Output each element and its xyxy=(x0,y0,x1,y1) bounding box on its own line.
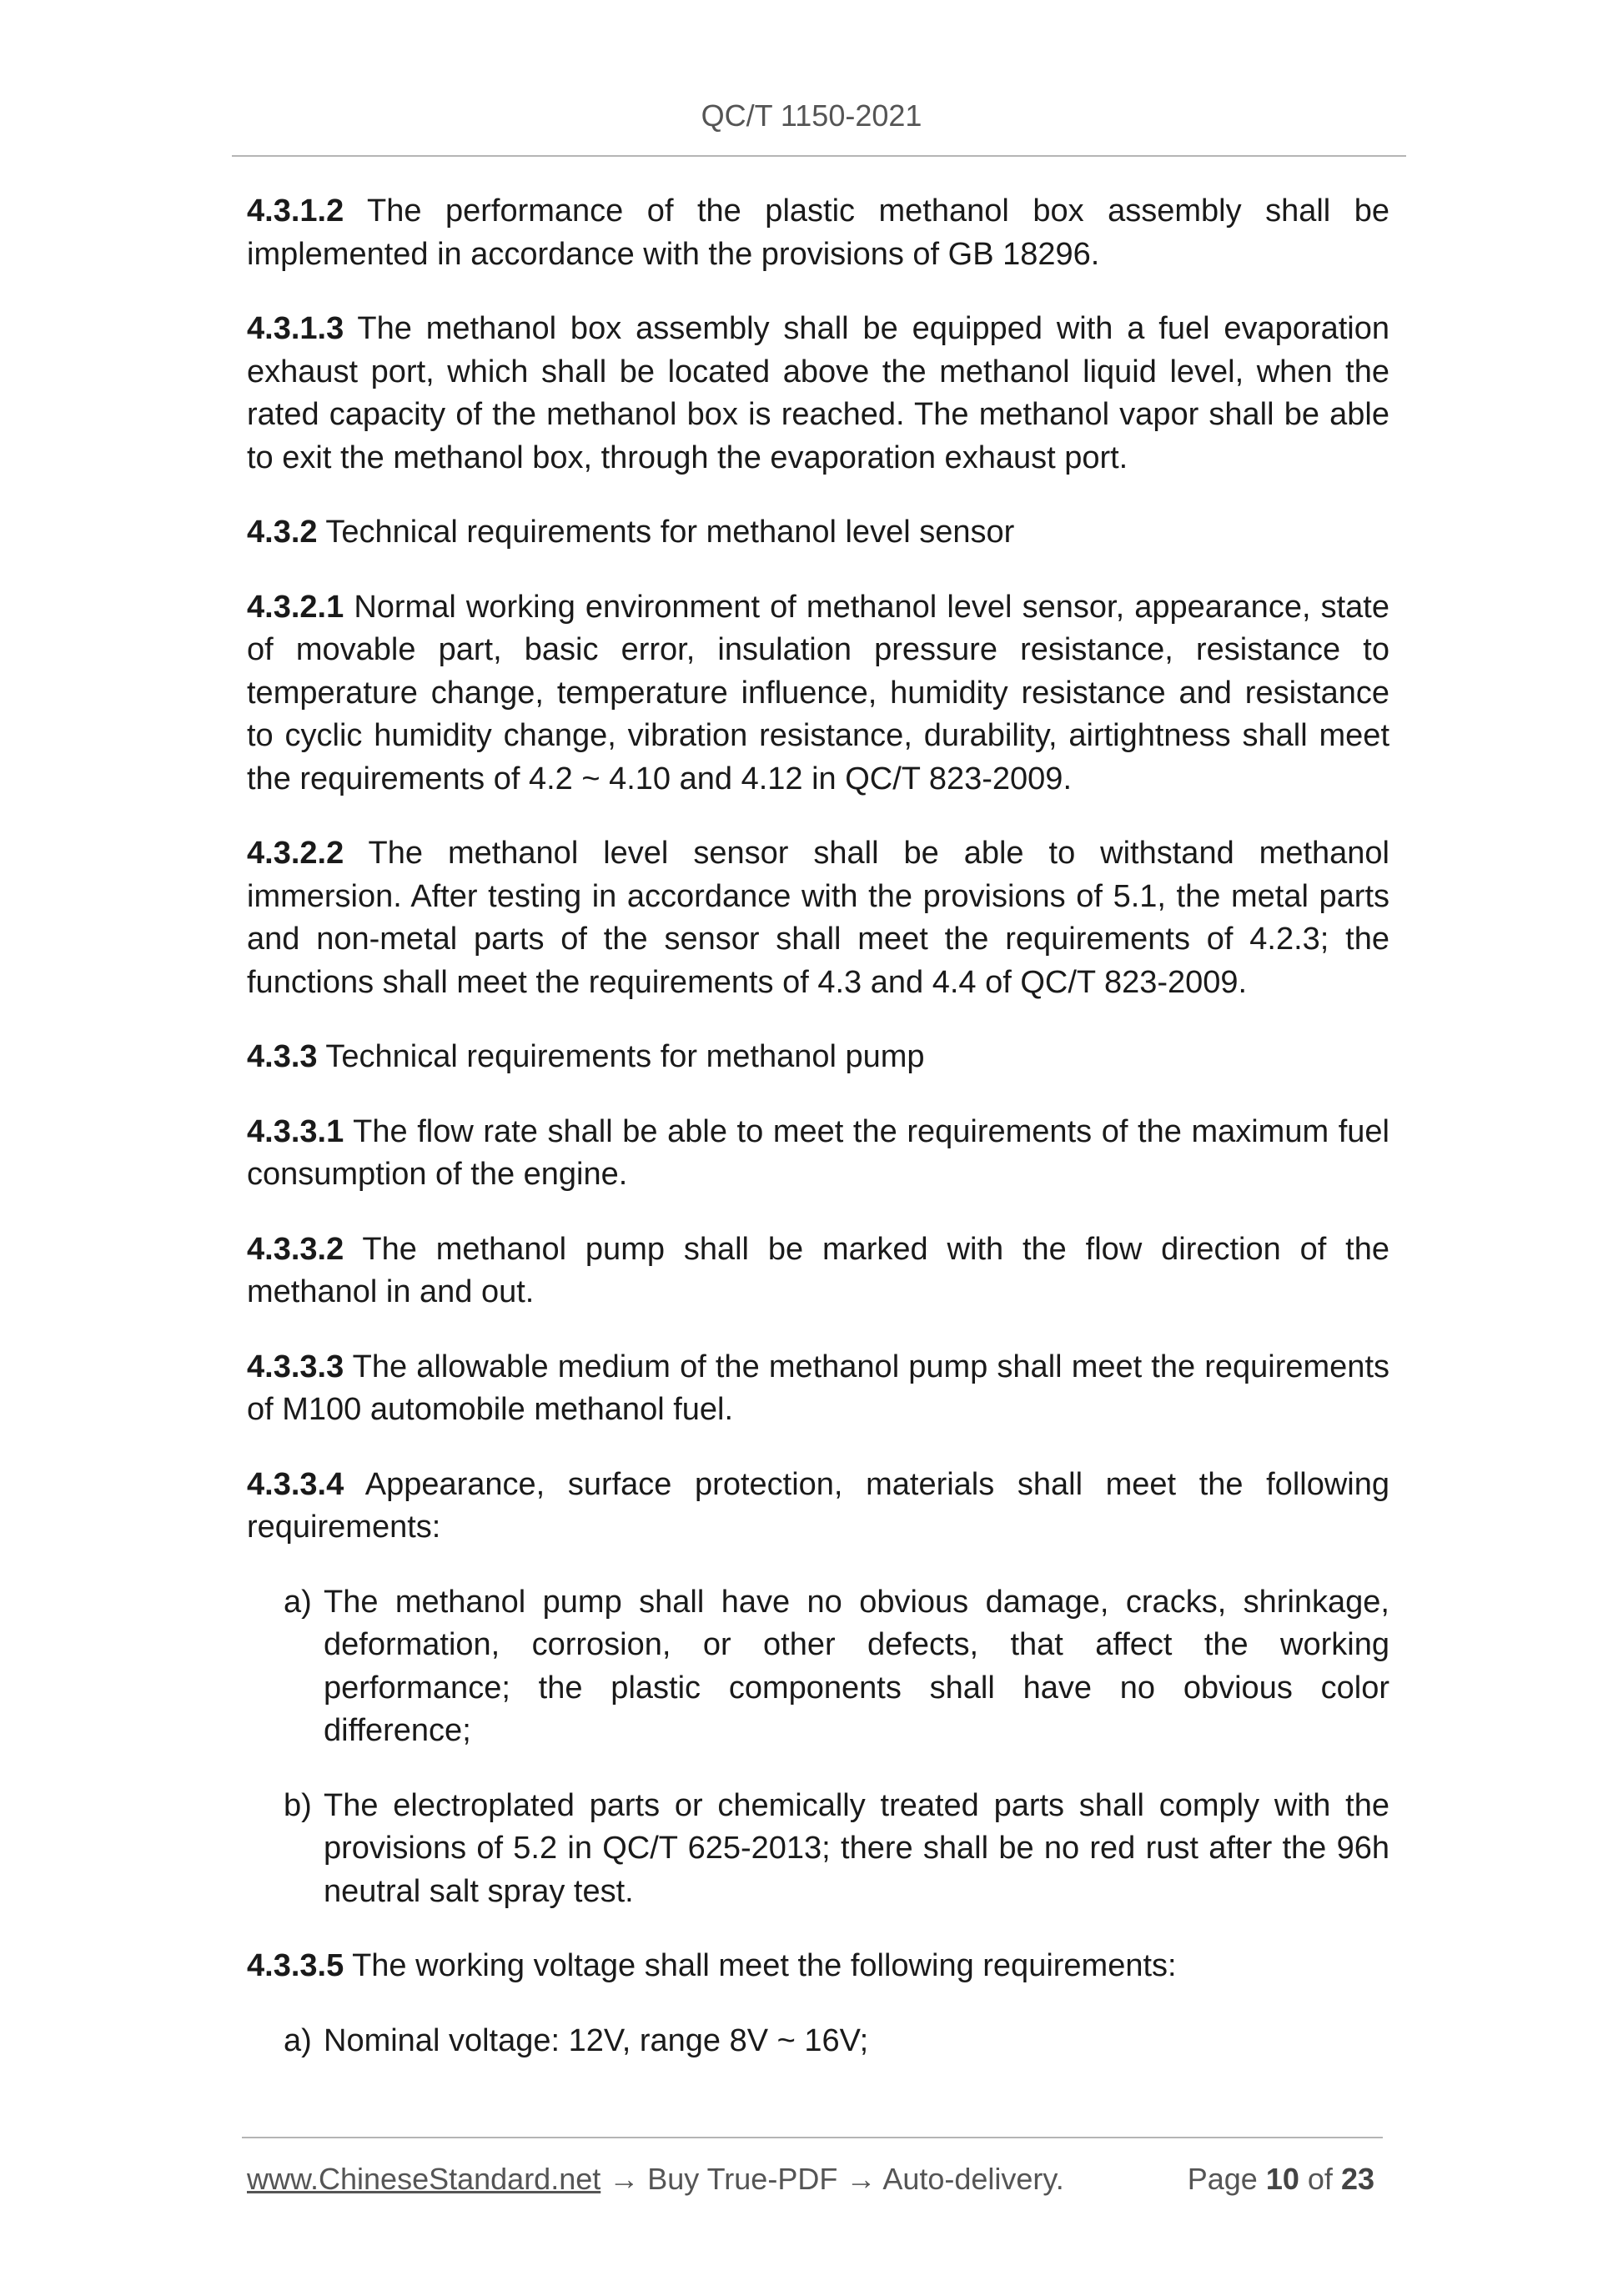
page-of: of xyxy=(1307,2162,1333,2196)
header-divider xyxy=(232,155,1406,157)
clause-4-3-2 xyxy=(247,511,1389,555)
clause-4-3-2-2 xyxy=(247,832,1389,1004)
clause-number: 4.3.3.3 xyxy=(247,1349,344,1384)
clause-text: Technical requirements for methanol pump xyxy=(317,1039,925,1074)
clause-text: The methanol level sensor shall be able to withstand methanol immersion. After testing in accordance with the provisions of 5.1, the metal parts and non-metal parts of the sensor shall meet the requirements of 4.2.3; the functions shall meet the requirements of 4.3 and 4.4 of QC/T 823-2009. xyxy=(247,836,1389,1000)
page-footer xyxy=(247,2160,1389,2198)
header-doc-id: QC/T 1150-2021 xyxy=(701,98,922,133)
clause-text: The flow rate shall be able to meet the requirements of the maximum fuel consumption of the engine. xyxy=(247,1113,1389,1192)
page-current: 10 xyxy=(1265,2162,1299,2196)
clause-text: The methanol pump shall be marked with the flow direction of the methanol in and out. xyxy=(247,1231,1389,1309)
clause-number: 4.3.3 xyxy=(247,1039,318,1074)
page-label: Page xyxy=(1187,2162,1258,2196)
page-total: 23 xyxy=(1340,2162,1374,2196)
clause-text: The working voltage shall meet the following requirements: xyxy=(344,1948,1177,1983)
clause-text: The methanol box assembly shall be equipped with a fuel evaporation exhaust port, which shall be located above the methanol liquid level, when the rated capacity of the methanol box is reached. The methanol vapor shall be able to exit the methanol box, through the evaporation exhaust port. xyxy=(247,311,1389,475)
clause-number: 4.3.3.5 xyxy=(247,1948,344,1983)
footer-divider xyxy=(242,2137,1383,2138)
list-item-text: Nominal voltage: 12V, range 8V ~ 16V; xyxy=(324,2022,869,2058)
list-marker: a) xyxy=(284,2022,312,2058)
clause-number: 4.3.3.1 xyxy=(247,1113,344,1149)
list-item-text: The electroplated parts or chemically treated parts shall comply with the provisions of 5.2 in QC/T 625-2013; there shall be no red rust after the 96h neutral salt spray test. xyxy=(324,1787,1389,1909)
clause-4-3-3-2 xyxy=(247,1228,1389,1314)
clause-4-3-3-1 xyxy=(247,1111,1389,1197)
footer-tagline: → Buy True-PDF → Auto-delivery. xyxy=(600,2162,1064,2196)
clause-text: The allowable medium of the methanol pump shall meet the requirements of M100 automobile methanol fuel. xyxy=(247,1349,1389,1427)
clause-4-3-3-4 xyxy=(247,1464,1389,1550)
website-link[interactable]: www.ChineseStandard.net xyxy=(247,2162,601,2196)
clause-text: Normal working environment of methanol level sensor, appearance, state of movable part, basic error, insulation pressure resistance, resistance to temperature change, temperature influence, humidity resistance and resistance to cyclic humidity change, vibration resistance, durability, airtightness shall meet the requirements of 4.2 ~ 4.10 and 4.12 in QC/T 823-2009. xyxy=(247,589,1389,796)
list-marker: a) xyxy=(284,1584,312,1620)
list-item xyxy=(247,2020,1389,2063)
clause-number: 4.3.3.2 xyxy=(247,1231,344,1267)
clause-4-3-3-3 xyxy=(247,1346,1389,1432)
clause-4-3-3-5 xyxy=(247,1945,1389,1988)
list-marker: b) xyxy=(284,1787,312,1823)
clause-4-3-3 xyxy=(247,1036,1389,1079)
clause-text: Appearance, surface protection, materials shall meet the following requirements: xyxy=(247,1466,1389,1545)
page-indicator xyxy=(1188,2160,1374,2198)
clause-number: 4.3.2.1 xyxy=(247,589,344,625)
clause-text: The performance of the plastic methanol box assembly shall be implemented in accordance with the provisions of GB 18296. xyxy=(247,193,1389,272)
clause-number: 4.3.1.2 xyxy=(247,193,344,229)
clause-4-3-1-3 xyxy=(247,308,1389,480)
clause-number: 4.3.2 xyxy=(247,515,318,550)
clause-number: 4.3.3.4 xyxy=(247,1466,344,1502)
list-item xyxy=(247,1581,1389,1753)
list-item xyxy=(247,1785,1389,1914)
clause-number: 4.3.2.2 xyxy=(247,836,344,871)
clause-4-3-2-1 xyxy=(247,586,1389,801)
list-item-text: The methanol pump shall have no obvious damage, cracks, shrinkage, deformation, corrosion, or other defects, that affect the working performance; the plastic components shall have no obvious color difference; xyxy=(324,1584,1389,1748)
clause-4-3-1-2 xyxy=(247,190,1389,276)
clause-text: Technical requirements for methanol level sensor xyxy=(317,515,1015,550)
document-body xyxy=(247,190,1389,2094)
clause-number: 4.3.1.3 xyxy=(247,311,344,346)
